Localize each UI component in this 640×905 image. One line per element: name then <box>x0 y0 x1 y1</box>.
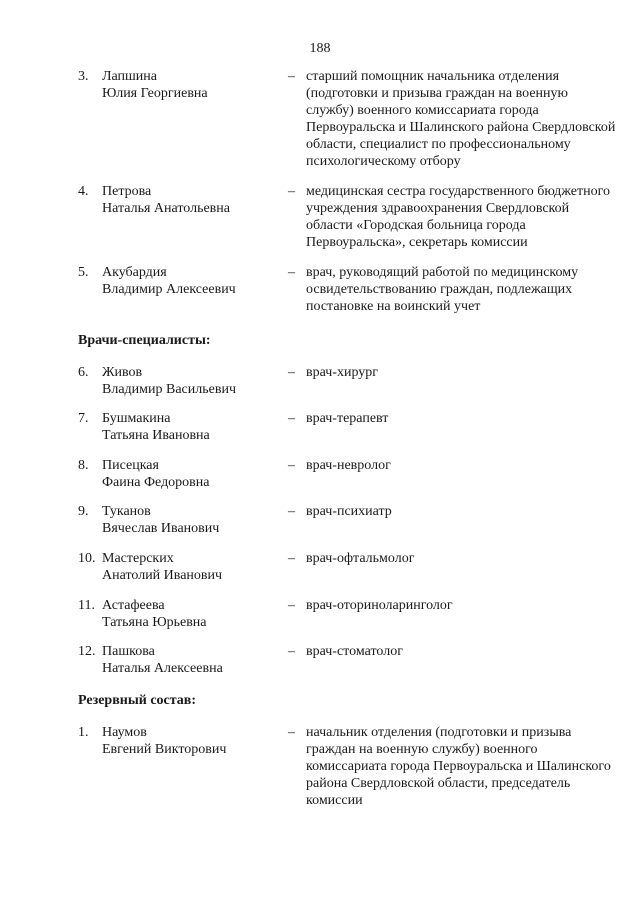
member-role: начальник отделения (подготовки и призыва граждан на военную службу) военного комиссариата города Первоуральска и Шалинского района Свердловской области, председатель комиссии <box>306 725 611 808</box>
member-role: врач-невролог <box>306 458 391 473</box>
member-given-names: Татьяна Юрьевна <box>102 615 207 630</box>
member-name <box>102 643 282 677</box>
dash-separator: – <box>288 725 295 740</box>
entry-number: 4. <box>78 184 89 199</box>
dash-separator: – <box>288 504 295 519</box>
page-number: 188 <box>309 41 331 56</box>
dash-separator: – <box>288 265 295 280</box>
member-given-names: Вячеслав Иванович <box>102 521 220 536</box>
member-name <box>102 457 282 491</box>
dash-separator: – <box>288 411 295 426</box>
member-surname: Туканов <box>102 504 151 519</box>
member-surname: Пашкова <box>102 644 155 659</box>
member-surname: Лапшина <box>102 69 157 84</box>
member-given-names: Татьяна Ивановна <box>102 428 210 443</box>
member-given-names: Владимир Алексеевич <box>102 282 236 297</box>
entry-number: 3. <box>78 69 89 84</box>
member-given-names: Владимир Васильевич <box>102 382 236 397</box>
dash-separator: – <box>288 458 295 473</box>
section-heading-doctors: Врачи-специалисты: <box>78 333 211 348</box>
dash-separator: – <box>288 598 295 613</box>
member-surname: Писецкая <box>102 458 159 473</box>
member-name <box>102 503 282 537</box>
member-name <box>102 264 282 298</box>
member-name <box>102 410 282 444</box>
entry-number: 7. <box>78 411 89 426</box>
member-role: врач-терапевт <box>306 411 389 426</box>
member-name <box>102 68 282 102</box>
entry-number: 10. <box>78 551 96 566</box>
member-surname: Живов <box>102 365 143 380</box>
entry-number: 8. <box>78 458 89 473</box>
member-given-names: Фаина Федоровна <box>102 475 210 490</box>
member-role: врач-стоматолог <box>306 644 403 659</box>
member-surname: Акубардия <box>102 265 167 280</box>
entry-number: 6. <box>78 365 89 380</box>
section-heading-reserve: Резервный состав: <box>78 693 197 708</box>
member-role: старший помощник начальника отделения (подготовки и призыва граждан на военную службу) военного комиссариата города Первоуральска и Шалинского района Свердловской области, специалист по профессиональному психологическому отбору <box>306 69 616 169</box>
member-name <box>102 724 282 758</box>
member-given-names: Наталья Анатольевна <box>102 201 231 216</box>
member-name <box>102 597 282 631</box>
entry-number: 1. <box>78 725 89 740</box>
entry-number: 5. <box>78 265 89 280</box>
member-name <box>102 183 282 217</box>
member-given-names: Наталья Алексеевна <box>102 661 223 676</box>
entry-number: 9. <box>78 504 89 519</box>
member-given-names: Анатолий Иванович <box>102 568 223 583</box>
member-given-names: Юлия Георгиевна <box>102 86 208 101</box>
member-role: медицинская сестра государственного бюджетного учреждения здравоохранения Свердловской области «Городская больница города Первоуральска», секретарь комиссии <box>306 184 610 250</box>
member-role: врач, руководящий работой по медицинскому освидетельствованию граждан, подлежащих постановке на воинский учет <box>306 265 579 314</box>
member-name <box>102 550 282 584</box>
dash-separator: – <box>288 365 295 380</box>
member-role: врач-офтальмолог <box>306 551 415 566</box>
dash-separator: – <box>288 644 295 659</box>
entry-number: 11. <box>78 598 95 613</box>
member-role: врач-оториноларинголог <box>306 598 453 613</box>
dash-separator: – <box>288 551 295 566</box>
member-given-names: Евгений Викторович <box>102 742 227 757</box>
dash-separator: – <box>288 69 295 84</box>
member-role: врач-хирург <box>306 365 379 380</box>
member-surname: Мастерских <box>102 551 174 566</box>
member-surname: Наумов <box>102 725 147 740</box>
dash-separator: – <box>288 184 295 199</box>
entry-number: 12. <box>78 644 96 659</box>
member-role: врач-психиатр <box>306 504 392 519</box>
member-surname: Петрова <box>102 184 152 199</box>
member-surname: Бушмакина <box>102 411 171 426</box>
member-surname: Астафеева <box>102 598 165 613</box>
member-name <box>102 364 282 398</box>
